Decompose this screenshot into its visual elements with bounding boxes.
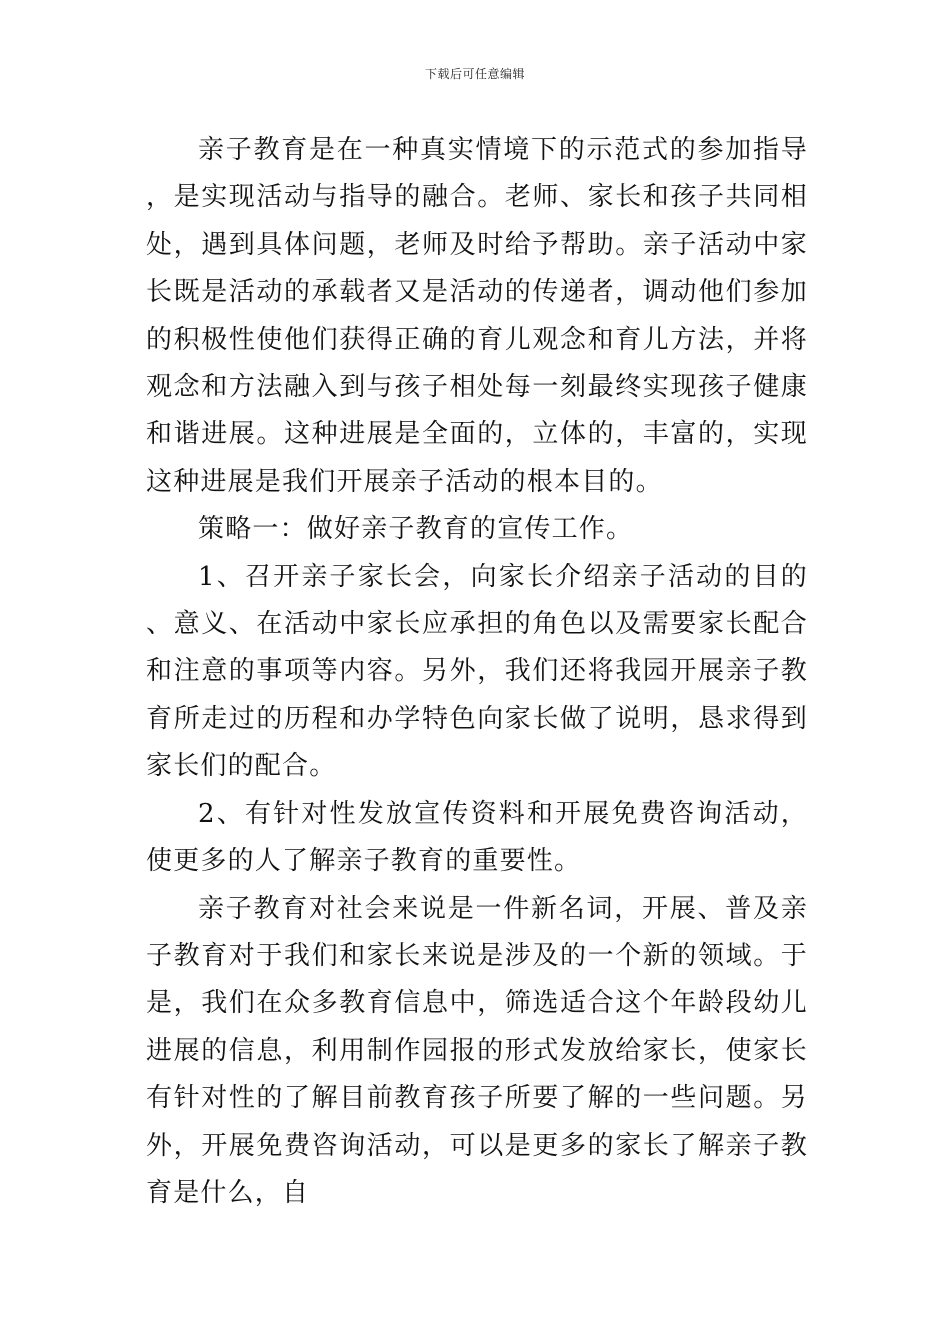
paragraph-intro: 亲子教育是在一种真实情境下的示范式的参加指导，是实现活动与指导的融合。老师、家长和孩子共同相处，遇到具体问题，老师及时给予帮助。亲子活动中家长既是活动的承载者又是活动的传递者，调动他们参加的积极性使他们获得正确的育儿观念和育儿方法，并将观念和方法融入到与孩子相处每一刻最终实现孩子健康和谐进展。这种进展是全面的，立体的，丰富的，实现这种进展是我们开展亲子活动的根本目的。 [146, 135, 808, 497]
paragraph-strategy-heading: 策略一：做好亲子教育的宣传工作。 [198, 514, 634, 545]
document-body [146, 127, 808, 1217]
paragraph-item-2: 2、有针对性发放宣传资料和开展免费咨询活动，使更多的人了解亲子教育的重要性。 [146, 798, 808, 877]
paragraph-item-1: 1、召开亲子家长会，向家长介绍亲子活动的目的、意义、在活动中家长应承担的角色以及需要家长配合和注意的事项等内容。另外，我们还将我园开展亲子教育所走过的历程和办学特色向家长做了说明，恳求得到家长们的配合。 [146, 561, 808, 782]
paragraph-detail: 亲子教育对社会来说是一件新名词，开展、普及亲子教育对于我们和家长来说是涉及的一个新的领域。于是，我们在众多教育信息中，筛选适合这个年龄段幼儿进展的信息，利用制作园报的形式发放给家长，使家长有针对性的了解目前教育孩子所要了解的一些问题。另外，开展免费咨询活动，可以是更多的家长了解亲子教育是什么，自 [146, 893, 808, 1208]
header-note: 下载后可任意编辑 [424, 67, 525, 81]
